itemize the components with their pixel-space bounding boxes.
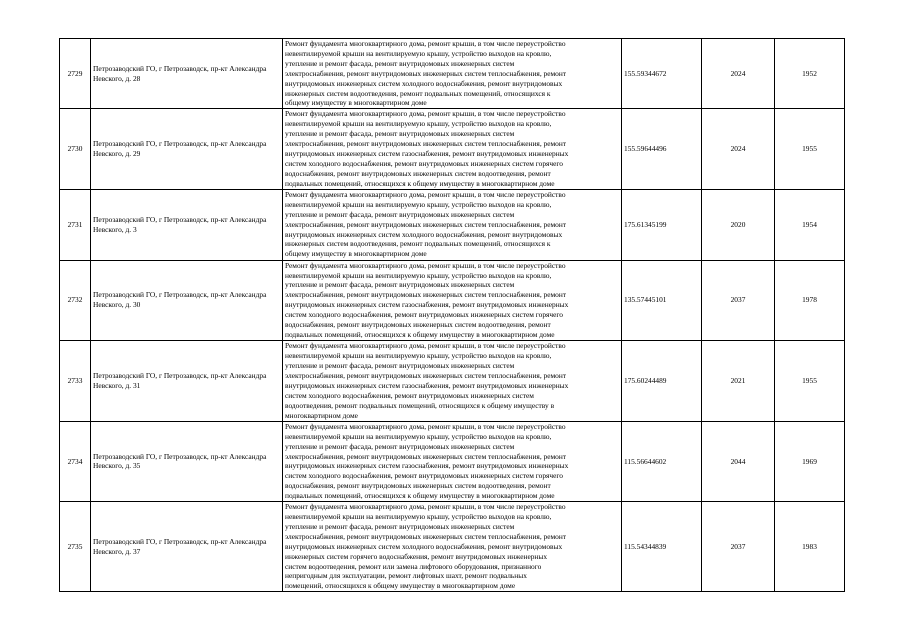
built-year-cell: 1969	[775, 421, 845, 501]
works-cell: Ремонт фундамента многоквартирного дома, ремонт крыши, в том числе переустройство невентилируемой крыши на вентилируемую крышу, устройство выходов на кровлю, утепление и ремонт фасада, ремонт внутридомовых инженерных систем электроснабжения, ремонт внутридомовых инженерных систем теплоснабжения, ремонт внутридомовых инженерных систем газоснабжения, ремонт внутридомовых инженерных систем холодного водоснабжения, ремонт внутридомовых инженерных систем горячего водоснабжения, ремонт внутридомовых инженерных систем водоотведения, ремонт подвальных помещений, относящихся к общему имуществу в многоквартирном доме	[283, 260, 622, 340]
address-cell: Петрозаводский ГО, г Петрозаводск, пр-кт Александра Невского, д. 3	[91, 189, 283, 260]
built-year-cell: 1955	[775, 109, 845, 189]
table-row	[60, 39, 845, 109]
address-cell: Петрозаводский ГО, г Петрозаводск, пр-кт Александра Невского, д. 31	[91, 340, 283, 421]
plan-year-cell: 2037	[702, 260, 775, 340]
works-cell: Ремонт фундамента многоквартирного дома, ремонт крыши, в том числе переустройство невентилируемой крыши на вентилируемую крышу, устройство выходов на кровлю, утепление и ремонт фасада, ремонт внутридомовых инженерных систем электроснабжения, ремонт внутридомовых инженерных систем теплоснабжения, ремонт внутридомовых инженерных систем газоснабжения, ремонт внутридомовых инженерных систем холодного водоснабжения, ремонт внутридомовых инженерных систем водоотведения, ремонт подвальных помещений, относящихся к общему имуществу в многоквартирном доме	[283, 340, 622, 421]
cost-cell: 175.60244489	[622, 340, 702, 421]
built-year-cell: 1952	[775, 39, 845, 109]
row-number: 2733	[60, 340, 91, 421]
cost-cell: 155.59344672	[622, 39, 702, 109]
cost-cell: 155.59644496	[622, 109, 702, 189]
cost-cell: 175.61345199	[622, 189, 702, 260]
table-row	[60, 502, 845, 592]
cost-cell: 115.56644602	[622, 421, 702, 501]
table-row	[60, 189, 845, 260]
address-cell: Петрозаводский ГО, г Петрозаводск, пр-кт Александра Невского, д. 29	[91, 109, 283, 189]
plan-year-cell: 2024	[702, 109, 775, 189]
plan-year-cell: 2020	[702, 189, 775, 260]
works-cell: Ремонт фундамента многоквартирного дома, ремонт крыши, в том числе переустройство невентилируемой крыши на вентилируемую крышу, устройство выходов на кровлю, утепление и ремонт фасада, ремонт внутридомовых инженерных систем электроснабжения, ремонт внутридомовых инженерных систем теплоснабжения, ремонт внутридомовых инженерных систем газоснабжения, ремонт внутридомовых инженерных систем холодного водоснабжения, ремонт внутридомовых инженерных систем горячего водоснабжения, ремонт внутридомовых инженерных систем водоотведения, ремонт подвальных помещений, относящихся к общему имуществу в многоквартирном доме	[283, 421, 622, 501]
table-row	[60, 260, 845, 340]
plan-year-cell: 2024	[702, 39, 775, 109]
plan-year-cell: 2037	[702, 502, 775, 592]
table-row	[60, 340, 845, 421]
row-number: 2730	[60, 109, 91, 189]
built-year-cell: 1978	[775, 260, 845, 340]
address-cell: Петрозаводский ГО, г Петрозаводск, пр-кт Александра Невского, д. 28	[91, 39, 283, 109]
built-year-cell: 1955	[775, 340, 845, 421]
works-cell: Ремонт фундамента многоквартирного дома, ремонт крыши, в том числе переустройство невентилируемой крыши на вентилируемую крышу, устройство выходов на кровлю, утепление и ремонт фасада, ремонт внутридомовых инженерных систем электроснабжения, ремонт внутридомовых инженерных систем теплоснабжения, ремонт внутридомовых инженерных систем холодного водоснабжения, ремонт внутридомовых инженерных систем горячего водоснабжения, ремонт внутридомовых инженерных систем водоотведения, ремонт или замена лифтового оборудования, признанного непригодным для эксплуатации, ремонт лифтовых шахт, ремонт подвальных помещений, относящихся к общему имуществу в многоквартирном доме	[283, 502, 622, 592]
capital-repair-table	[59, 38, 845, 592]
cost-cell: 135.57445101	[622, 260, 702, 340]
address-cell: Петрозаводский ГО, г Петрозаводск, пр-кт Александра Невского, д. 35	[91, 421, 283, 501]
built-year-cell: 1983	[775, 502, 845, 592]
address-cell: Петрозаводский ГО, г Петрозаводск, пр-кт Александра Невского, д. 37	[91, 502, 283, 592]
works-cell: Ремонт фундамента многоквартирного дома, ремонт крыши, в том числе переустройство невентилируемой крыши на вентилируемую крышу, устройство выходов на кровлю, утепление и ремонт фасада, ремонт внутридомовых инженерных систем электроснабжения, ремонт внутридомовых инженерных систем теплоснабжения, ремонт внутридомовых инженерных систем газоснабжения, ремонт внутридомовых инженерных систем холодного водоснабжения, ремонт внутридомовых инженерных систем горячего водоснабжения, ремонт внутридомовых инженерных систем водоотведения, ремонт подвальных помещений, относящихся к общему имуществу в многоквартирном доме	[283, 109, 622, 189]
row-number: 2729	[60, 39, 91, 109]
row-number: 2734	[60, 421, 91, 501]
works-cell: Ремонт фундамента многоквартирного дома, ремонт крыши, в том числе переустройство невентилируемой крыши на вентилируемую крышу, устройство выходов на кровлю, утепление и ремонт фасада, ремонт внутридомовых инженерных систем электроснабжения, ремонт внутридомовых инженерных систем теплоснабжения, ремонт внутридомовых инженерных систем холодного водоснабжения, ремонт внутридомовых инженерных систем водоотведения, ремонт подвальных помещений, относящихся к общему имуществу в многоквартирном доме	[283, 39, 622, 109]
table-row	[60, 421, 845, 501]
row-number: 2732	[60, 260, 91, 340]
built-year-cell: 1954	[775, 189, 845, 260]
works-cell: Ремонт фундамента многоквартирного дома, ремонт крыши, в том числе переустройство невентилируемой крыши на вентилируемую крышу, устройство выходов на кровлю, утепление и ремонт фасада, ремонт внутридомовых инженерных систем электроснабжения, ремонт внутридомовых инженерных систем теплоснабжения, ремонт внутридомовых инженерных систем холодного водоснабжения, ремонт внутридомовых инженерных систем водоотведения, ремонт подвальных помещений, относящихся к общему имуществу в многоквартирном доме	[283, 189, 622, 260]
table-row	[60, 109, 845, 189]
plan-year-cell: 2044	[702, 421, 775, 501]
cost-cell: 115.54344839	[622, 502, 702, 592]
row-number: 2735	[60, 502, 91, 592]
address-cell: Петрозаводский ГО, г Петрозаводск, пр-кт Александра Невского, д. 30	[91, 260, 283, 340]
plan-year-cell: 2021	[702, 340, 775, 421]
row-number: 2731	[60, 189, 91, 260]
